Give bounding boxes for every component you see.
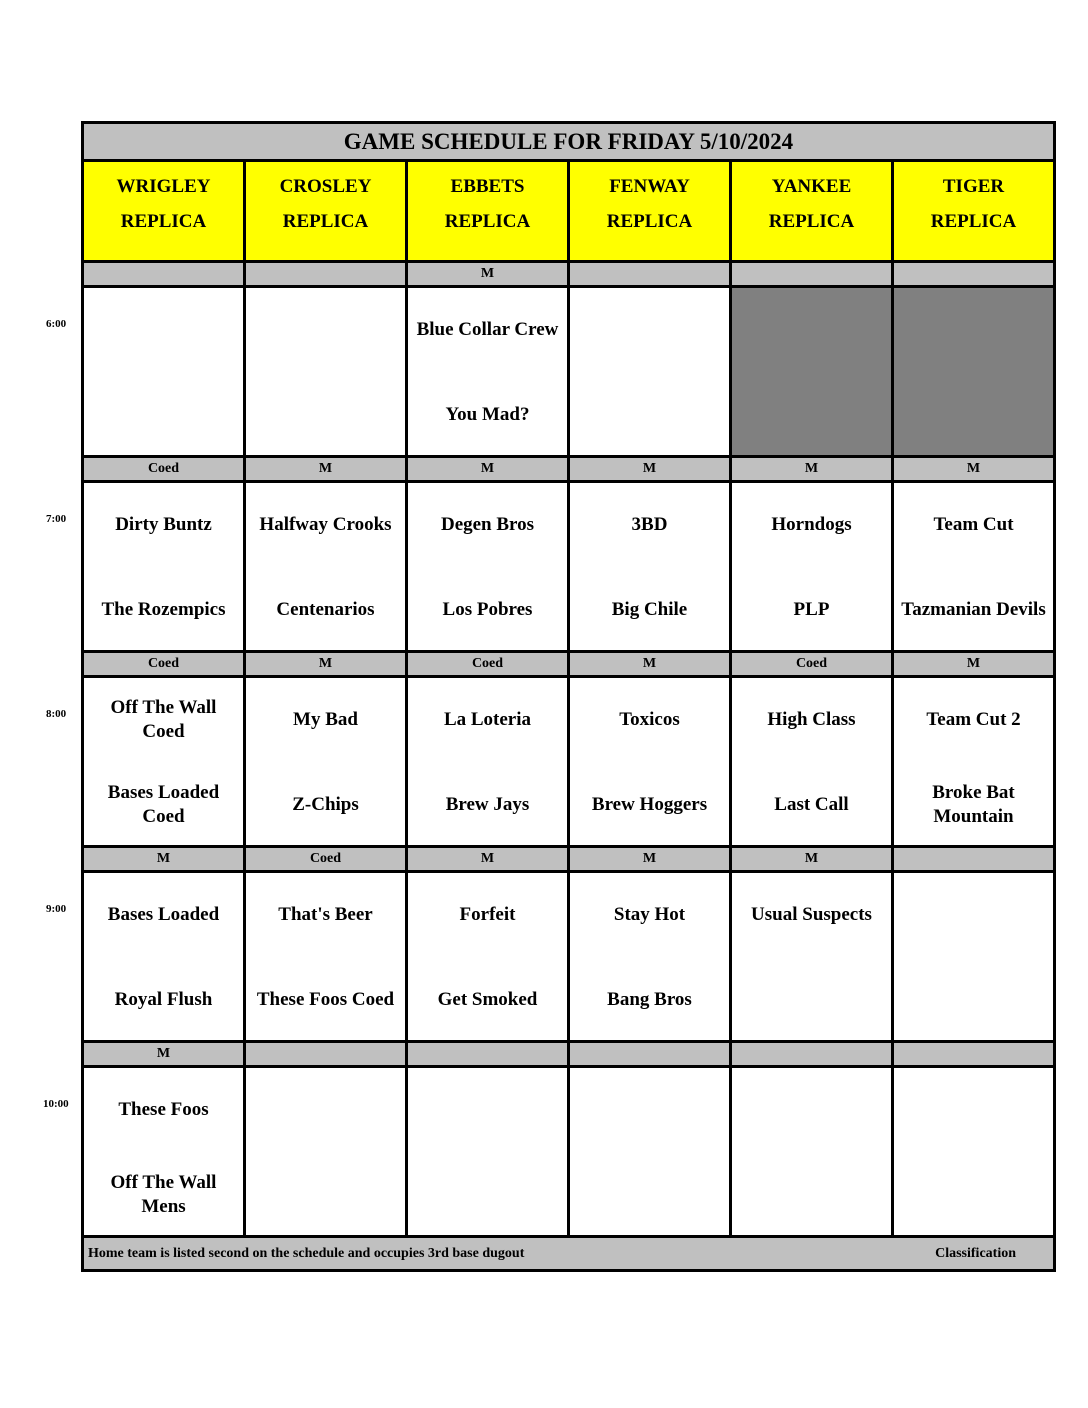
home-team: [732, 580, 891, 640]
home-team-name: Brew Hoggers: [591, 794, 708, 815]
game-row: [84, 678, 1053, 848]
field-header-wrigley: [84, 162, 246, 260]
classification-cell: M: [408, 848, 570, 870]
home-team-name: You Mad?: [445, 404, 530, 425]
classification-cell: [732, 263, 894, 285]
away-team: [732, 690, 891, 750]
away-team: [408, 885, 567, 945]
away-team: [732, 300, 891, 360]
home-team: [894, 580, 1053, 640]
home-team-name: Bases Loaded Coed: [107, 782, 220, 827]
classification-cell: M: [570, 848, 732, 870]
game-cell: [246, 873, 408, 1040]
classification-cell: [246, 263, 408, 285]
schedule-table: [81, 121, 1056, 1272]
unavailable-slot: [894, 288, 1053, 455]
home-team-name: Tazmanian Devils: [901, 599, 1046, 620]
away-team: [84, 885, 243, 945]
away-team: [84, 300, 243, 360]
home-team: [894, 775, 1053, 835]
away-team: [246, 690, 405, 750]
away-team: [732, 885, 891, 945]
away-team: [894, 300, 1053, 360]
classification-row: [84, 653, 1053, 678]
field-name: WRIGLEY: [116, 176, 211, 197]
away-team-name: Usual Suspects: [751, 904, 872, 925]
away-team-name: Bases Loaded: [107, 904, 220, 925]
home-team-name: Get Smoked: [437, 989, 538, 1010]
away-team-name: Forfeit: [459, 904, 516, 925]
time-label: 10:00: [43, 1098, 69, 1110]
away-team: [570, 690, 729, 750]
away-team-name: Team Cut 2: [926, 709, 1021, 730]
home-team-name: Royal Flush: [114, 989, 213, 1010]
away-team-name: My Bad: [293, 709, 358, 730]
home-team-name: Z-Chips: [292, 794, 359, 815]
home-team: [84, 970, 243, 1030]
classification-cell: M: [84, 848, 246, 870]
game-cell: [84, 873, 246, 1040]
classification-cell: Coed: [84, 458, 246, 480]
classification-row: [84, 263, 1053, 288]
home-team: [732, 970, 891, 1030]
classification-cell: M: [732, 458, 894, 480]
classification-cell: M: [570, 458, 732, 480]
game-cell: [246, 1068, 408, 1235]
game-row: [84, 1068, 1053, 1238]
classification-row: [84, 458, 1053, 483]
away-team-name: Blue Collar Crew: [416, 319, 559, 340]
game-cell: [894, 1068, 1053, 1235]
classification-cell: [84, 263, 246, 285]
home-team: [894, 385, 1053, 445]
home-team-name: Broke Bat Mountain: [932, 782, 1015, 827]
home-team-note: Home team is listed second on the schedule and occupies 3rd base dugout: [88, 1246, 525, 1261]
field-name: CROSLEY: [279, 176, 372, 197]
classification-cell: M: [408, 458, 570, 480]
field-name: EBBETS: [450, 176, 525, 197]
classification-cell: Coed: [246, 848, 408, 870]
away-team: [894, 885, 1053, 945]
classification-cell: M: [408, 263, 570, 285]
home-team: [246, 1165, 405, 1225]
away-team: [570, 885, 729, 945]
home-team: [570, 970, 729, 1030]
away-team-name: Halfway Crooks: [259, 514, 392, 535]
classification-cell: M: [732, 848, 894, 870]
away-team: [408, 495, 567, 555]
away-team-name: Dirty Buntz: [115, 514, 212, 535]
away-team-name: Off The Wall Coed: [110, 697, 217, 742]
game-cell: [732, 873, 894, 1040]
home-team: [246, 385, 405, 445]
game-cell: [84, 1068, 246, 1235]
game-cell: [570, 483, 732, 650]
away-team-name: These Foos: [118, 1099, 209, 1120]
game-cell: [408, 678, 570, 845]
away-team-name: 3BD: [631, 514, 668, 535]
away-team: [894, 1080, 1053, 1140]
away-team: [732, 1080, 891, 1140]
field-header-ebbets: [408, 162, 570, 260]
home-team: [408, 970, 567, 1030]
home-team: [894, 1165, 1053, 1225]
unavailable-slot: [732, 288, 894, 455]
home-team: [246, 775, 405, 835]
classification-cell: M: [894, 653, 1053, 675]
field-name: YANKEE: [771, 176, 852, 197]
away-team-name: La Loteria: [443, 709, 532, 730]
field-name: TIGER: [942, 176, 1005, 197]
time-label: 9:00: [46, 903, 67, 915]
classification-cell: [894, 263, 1053, 285]
field-header-row: [84, 162, 1053, 263]
away-team-name: That's Beer: [278, 904, 373, 925]
away-team-name: Toxicos: [619, 709, 680, 730]
home-team: [732, 385, 891, 445]
game-cell: [894, 873, 1053, 1040]
home-team-name: Off The Wall Mens: [110, 1172, 217, 1217]
classification-cell: [570, 1043, 732, 1065]
classification-cell: M: [246, 458, 408, 480]
field-name: FENWAY: [609, 176, 690, 197]
field-subtitle: REPLICA: [282, 211, 369, 232]
away-team: [732, 495, 891, 555]
game-cell: [84, 678, 246, 845]
home-team: [570, 385, 729, 445]
game-cell: [408, 873, 570, 1040]
home-team-name: Big Chile: [611, 599, 688, 620]
time-label: 8:00: [46, 708, 67, 720]
game-cell: [570, 1068, 732, 1235]
home-team: [408, 580, 567, 640]
game-cell: [894, 678, 1053, 845]
time-slots: [84, 263, 1053, 1238]
away-team: [84, 495, 243, 555]
game-cell: [246, 288, 408, 455]
away-team-name: Team Cut: [933, 514, 1014, 535]
home-team-name: Los Pobres: [442, 599, 533, 620]
away-team: [408, 690, 567, 750]
game-cell: [84, 288, 246, 455]
game-cell: [246, 483, 408, 650]
classification-cell: M: [570, 653, 732, 675]
away-team: [570, 495, 729, 555]
field-header-fenway: [570, 162, 732, 260]
game-cell: [84, 483, 246, 650]
home-team-name: Bang Bros: [607, 989, 692, 1010]
game-cell: [408, 483, 570, 650]
game-cell: [732, 483, 894, 650]
field-header-yankee: [732, 162, 894, 260]
time-label: 7:00: [46, 513, 67, 525]
game-cell: [408, 1068, 570, 1235]
field-header-crosley: [246, 162, 408, 260]
home-team: [894, 970, 1053, 1030]
home-team: [408, 385, 567, 445]
game-cell: [570, 873, 732, 1040]
classification-cell: M: [894, 458, 1053, 480]
game-row: [84, 288, 1053, 458]
away-team: [894, 495, 1053, 555]
home-team-name: Last Call: [774, 794, 849, 815]
home-team: [408, 1165, 567, 1225]
home-team: [246, 580, 405, 640]
classification-label: Classification: [935, 1246, 1016, 1261]
away-team-name: High Class: [767, 709, 856, 730]
away-team: [246, 1080, 405, 1140]
game-cell: [408, 288, 570, 455]
home-team: [84, 775, 243, 835]
away-team-name: Degen Bros: [440, 514, 535, 535]
field-subtitle: REPLICA: [930, 211, 1017, 232]
home-team: [84, 385, 243, 445]
home-team-name: Centenarios: [276, 599, 375, 620]
classification-cell: [408, 1043, 570, 1065]
home-team-name: These Foos Coed: [256, 989, 395, 1010]
away-team: [570, 1080, 729, 1140]
game-cell: [570, 678, 732, 845]
home-team: [732, 775, 891, 835]
away-team: [84, 690, 243, 750]
away-team: [570, 300, 729, 360]
away-team-name: Horndogs: [771, 514, 852, 535]
field-subtitle: REPLICA: [606, 211, 693, 232]
home-team: [84, 580, 243, 640]
classification-cell: Coed: [84, 653, 246, 675]
time-label: 6:00: [46, 318, 67, 330]
game-cell: [570, 288, 732, 455]
home-team-name: PLP: [793, 599, 830, 620]
classification-cell: Coed: [408, 653, 570, 675]
home-team: [570, 1165, 729, 1225]
away-team: [894, 690, 1053, 750]
away-team-name: Stay Hot: [613, 904, 686, 925]
classification-row: [84, 1043, 1053, 1068]
classification-cell: [246, 1043, 408, 1065]
classification-cell: [732, 1043, 894, 1065]
classification-cell: M: [246, 653, 408, 675]
game-cell: [246, 678, 408, 845]
home-team: [246, 970, 405, 1030]
game-row: [84, 873, 1053, 1043]
home-team-name: Brew Jays: [445, 794, 530, 815]
field-subtitle: REPLICA: [120, 211, 207, 232]
game-cell: [732, 1068, 894, 1235]
classification-cell: [570, 263, 732, 285]
schedule-title: GAME SCHEDULE FOR FRIDAY 5/10/2024: [84, 124, 1053, 162]
home-team: [84, 1165, 243, 1225]
schedule-footer: [84, 1238, 1053, 1269]
game-cell: [894, 483, 1053, 650]
home-team: [570, 580, 729, 640]
field-subtitle: REPLICA: [444, 211, 531, 232]
away-team: [246, 300, 405, 360]
game-row: [84, 483, 1053, 653]
away-team: [246, 885, 405, 945]
field-header-tiger: [894, 162, 1053, 260]
away-team: [246, 495, 405, 555]
classification-cell: [894, 848, 1053, 870]
home-team: [408, 775, 567, 835]
home-team-name: The Rozempics: [101, 599, 226, 620]
home-team: [570, 775, 729, 835]
classification-cell: M: [84, 1043, 246, 1065]
classification-cell: [894, 1043, 1053, 1065]
game-cell: [732, 678, 894, 845]
away-team: [408, 300, 567, 360]
away-team: [408, 1080, 567, 1140]
home-team: [732, 1165, 891, 1225]
classification-row: [84, 848, 1053, 873]
away-team: [84, 1080, 243, 1140]
classification-cell: Coed: [732, 653, 894, 675]
field-subtitle: REPLICA: [768, 211, 855, 232]
